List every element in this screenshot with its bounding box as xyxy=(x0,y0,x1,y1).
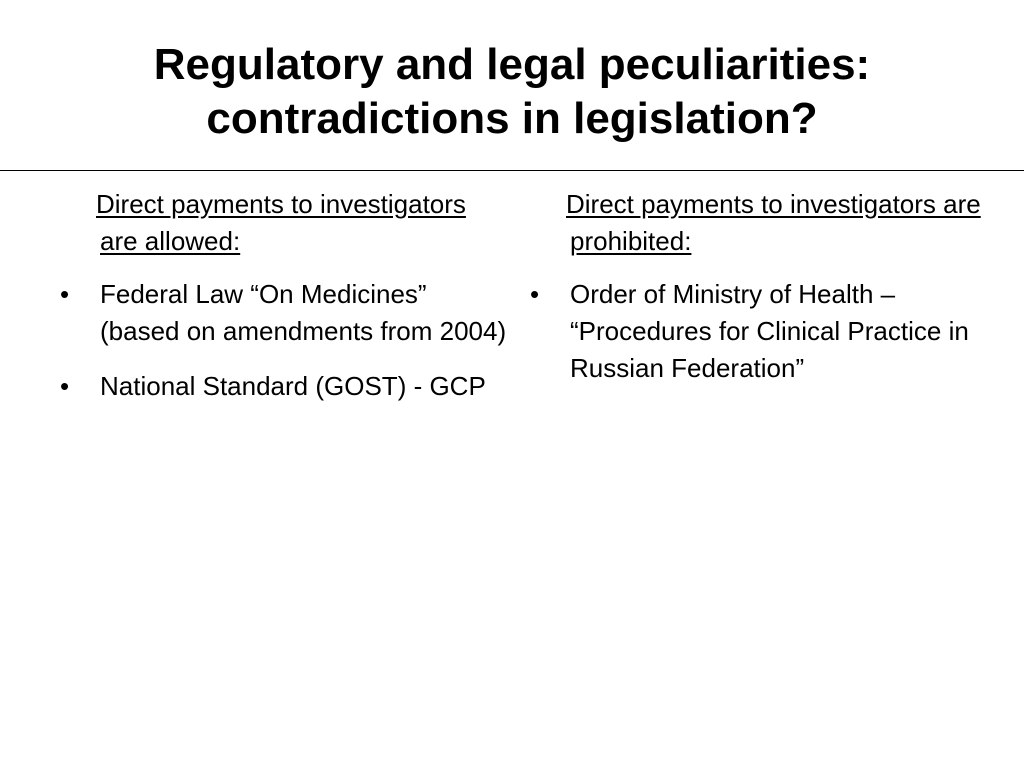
bullet-icon: • xyxy=(60,371,70,401)
list-item-text: Federal Law “On Medicines” (based on amendments from 2004) xyxy=(100,279,507,346)
left-column xyxy=(60,186,510,423)
bullet-icon: • xyxy=(530,279,540,309)
slide-title xyxy=(0,38,1024,146)
right-column-heading xyxy=(530,186,990,260)
slide-title-line-2: contradictions in legislation? xyxy=(206,94,818,143)
title-divider xyxy=(0,170,1024,171)
right-column-heading-text: Direct payments to investigators are prohibited: xyxy=(566,189,981,256)
right-column xyxy=(530,186,990,405)
left-column-heading xyxy=(60,186,510,260)
list-item xyxy=(60,368,510,405)
list-item-text: Order of Ministry of Health – “Procedures for Clinical Practice in Russian Federation” xyxy=(570,279,969,383)
bullet-icon: • xyxy=(60,279,70,309)
left-bullet-list xyxy=(60,276,510,405)
left-column-heading-text: Direct payments to investigators are allowed: xyxy=(96,189,466,256)
list-item xyxy=(530,276,990,387)
right-bullet-list xyxy=(530,276,990,387)
slide-title-line-1: Regulatory and legal peculiarities: xyxy=(153,40,871,89)
list-item xyxy=(60,276,510,350)
list-item-text: National Standard (GOST) - GCP xyxy=(100,371,486,401)
